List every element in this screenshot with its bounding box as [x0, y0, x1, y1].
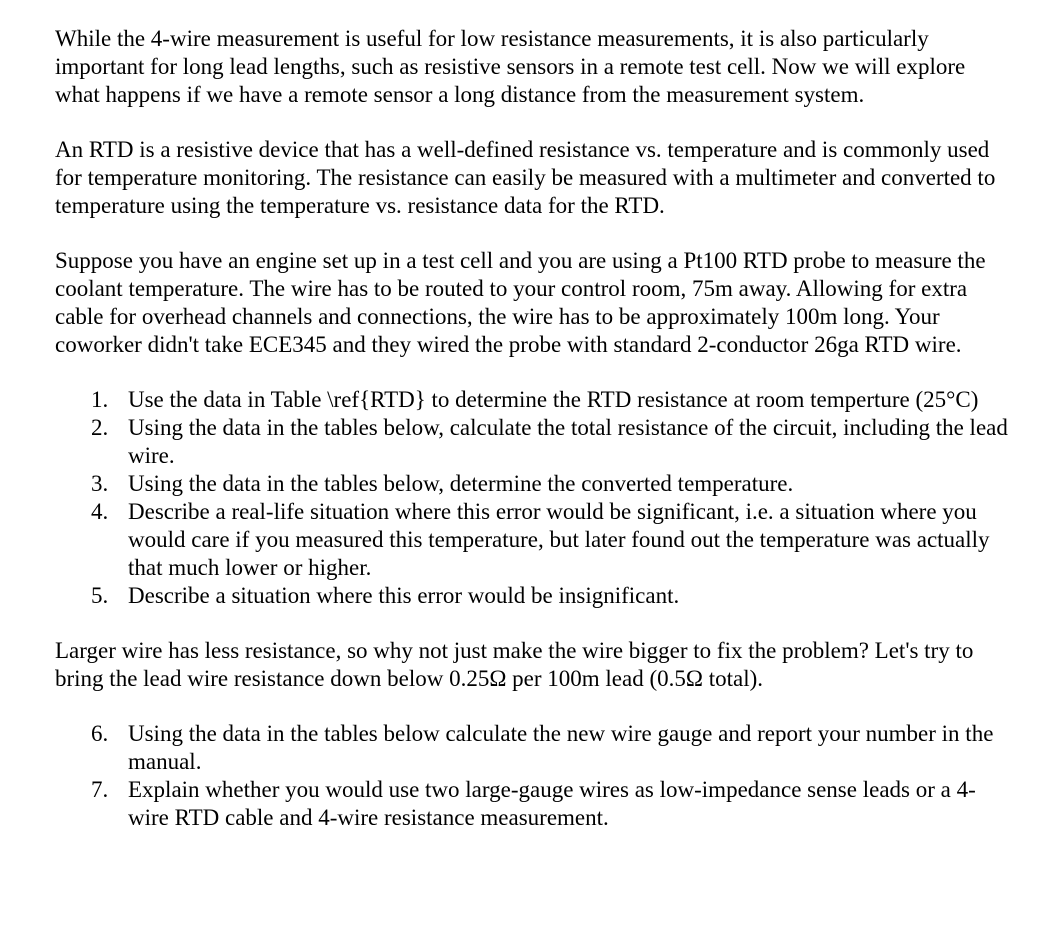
paragraph-scenario: Suppose you have an engine set up in a test cell and you are using a Pt100 RTD probe to measure the coolant temperature. The wire has to be routed to your control room, 75m away. Allowing for extra cable for overhead channels and connections, the wire has to be approximately 100m long. Your coworker didn't take ECE345 and they wired the probe with standard 2-conductor 26ga RTD wire.	[55, 248, 986, 357]
list-item-text: Use the data in Table \ref{RTD} to determine the RTD resistance at room temperture (25°C)	[128, 387, 979, 412]
list-item-text: Explain whether you would use two large-gauge wires as low-impedance sense leads or a 4-wire RTD cable and 4-wire resistance measurement.	[128, 777, 976, 830]
list-item	[91, 582, 1015, 610]
paragraph-larger-wire: Larger wire has less resistance, so why not just make the wire bigger to fix the problem? Let's try to bring the lead wire resistance down below 0.25Ω per 100m lead (0.5Ω total).	[55, 638, 974, 691]
list-item	[91, 720, 1015, 776]
list-item-number: 2.	[91, 415, 109, 440]
list-item-number: 3.	[91, 471, 109, 496]
list-item-number: 5.	[91, 583, 109, 608]
paragraph-intro: While the 4-wire measurement is useful for low resistance measurements, it is also particularly important for long lead lengths, such as resistive sensors in a remote test cell. Now we will explore what happens if we have a remote sensor a long distance from the measurement system.	[55, 26, 966, 107]
list-item-number: 7.	[91, 777, 109, 802]
list-item-text: Using the data in the tables below calculate the new wire gauge and report your number in the manual.	[128, 721, 994, 774]
list-item	[91, 414, 1015, 470]
question-list-1	[55, 386, 1015, 610]
list-item	[91, 386, 1015, 414]
question-list-2	[55, 720, 1015, 832]
list-item-text: Using the data in the tables below, calculate the total resistance of the circuit, including the lead wire.	[128, 415, 1008, 468]
document-page	[55, 25, 1015, 859]
list-item-text: Describe a real-life situation where this error would be significant, i.e. a situation where you would care if you measured this temperature, but later found out the temperature was actually that much lower or higher.	[128, 499, 990, 580]
list-item-text: Using the data in the tables below, determine the converted temperature.	[128, 471, 794, 496]
list-item	[91, 470, 1015, 498]
list-item-text: Describe a situation where this error would be insignificant.	[128, 583, 680, 608]
list-item	[91, 498, 1015, 582]
list-item	[91, 776, 1015, 832]
list-item-number: 6.	[91, 721, 109, 746]
list-item-number: 4.	[91, 499, 109, 524]
paragraph-rtd-description: An RTD is a resistive device that has a well-defined resistance vs. temperature and is commonly used for temperature monitoring. The resistance can easily be measured with a multimeter and converted to temperature using the temperature vs. resistance data for the RTD.	[55, 137, 996, 218]
list-item-number: 1.	[91, 387, 109, 412]
